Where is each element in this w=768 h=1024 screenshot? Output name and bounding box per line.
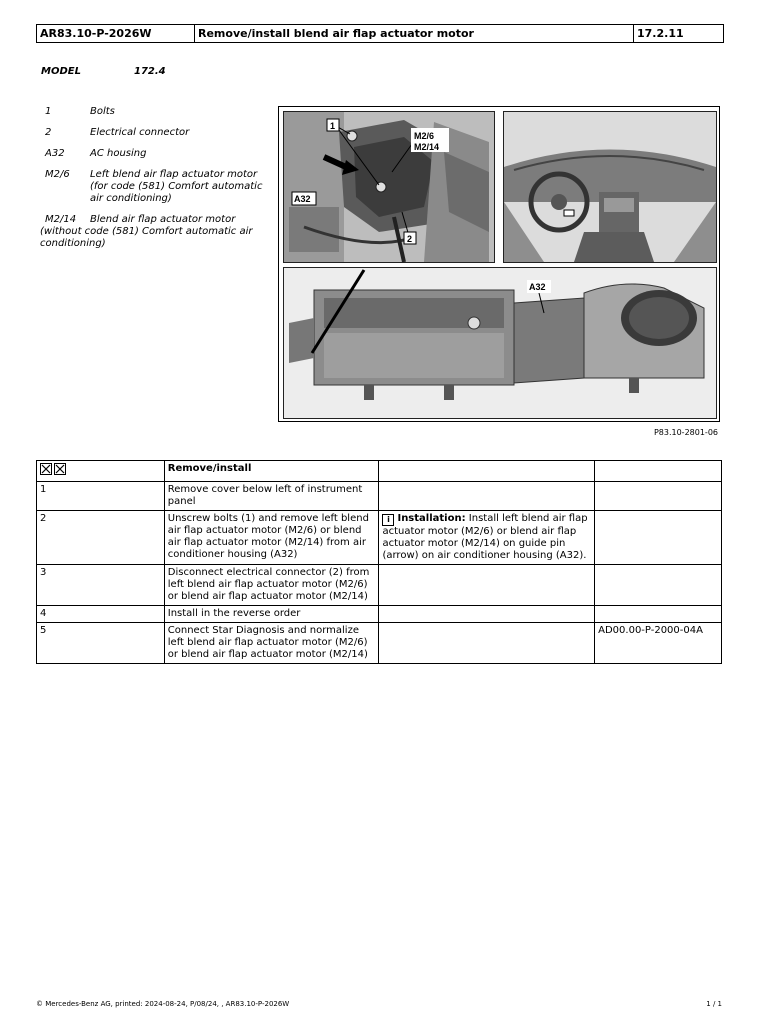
- table-header-row: [37, 461, 722, 482]
- step-reference-link[interactable]: AD00.00-P-2000-04A: [595, 623, 722, 664]
- legend-key: 2: [45, 127, 52, 138]
- step-note: [379, 511, 595, 565]
- footer-page-number: 1 / 1: [706, 1000, 722, 1008]
- label-housing-bottom: A32: [529, 282, 546, 292]
- model-label: MODEL: [41, 66, 81, 77]
- step-number: 3: [37, 565, 165, 606]
- step-note: [379, 482, 595, 511]
- legend-key: A32: [45, 148, 65, 159]
- table-row: [37, 623, 722, 664]
- footer-copyright: © Mercedes-Benz AG, printed: 2024-08-24, P/08/24, , AR83.10-P-2026W: [36, 1000, 290, 1008]
- step-number: 2: [37, 511, 165, 565]
- step-text: Connect Star Diagnosis and normalize left blend air flap actuator motor (M2/6) or blend air flap actuator motor (M2/14): [164, 623, 379, 664]
- legend-text: Bolts: [90, 106, 115, 117]
- step-reference: [595, 606, 722, 623]
- label-connector: 2: [407, 234, 413, 244]
- legend-text: Left blend air flap actuator motor (for code (581) Comfort automatic air conditioning): [90, 169, 263, 204]
- column-header-notes: [379, 461, 595, 482]
- doc-title: Remove/install blend air flap actuator motor: [195, 25, 634, 42]
- actuator-closeup-drawing: [284, 112, 494, 262]
- legend: [40, 106, 270, 259]
- doc-id: AR83.10-P-2026W: [37, 25, 195, 42]
- step-note: [379, 565, 595, 606]
- label-housing-top: A32: [294, 194, 311, 204]
- model-value: 172.4: [134, 66, 166, 77]
- legend-item: [40, 169, 270, 205]
- info-icon: i: [382, 514, 394, 526]
- step-number: 1: [37, 482, 165, 511]
- step-text: Unscrew bolts (1) and remove left blend air flap actuator motor (M2/6) or blend air flap actuator motor (M2/14) from air conditioner housing (A32): [164, 511, 379, 565]
- tools-icon: [40, 463, 66, 475]
- note-label: Installation:: [397, 513, 466, 524]
- legend-text: Blend air flap actuator motor (without code (581) Comfort automatic air conditioning): [40, 214, 253, 249]
- legend-item: [40, 148, 270, 160]
- label-motor-alt: M2/14: [414, 142, 440, 152]
- legend-item: [40, 127, 270, 139]
- legend-key: 1: [45, 106, 52, 117]
- table-row: [37, 511, 722, 565]
- note-text: Install left blend air flap actuator motor (M2/6) or blend air flap actuator motor (M2/14) on guide pin (arrow) on air conditioner housing (A32).: [382, 513, 588, 561]
- step-reference: [595, 482, 722, 511]
- ac-housing-drawing: [284, 268, 716, 418]
- legend-item: [40, 106, 270, 118]
- legend-text: AC housing: [90, 148, 147, 159]
- legend-text: Electrical connector: [90, 127, 190, 138]
- table-row: [37, 565, 722, 606]
- step-text: Disconnect electrical connector (2) from left blend air flap actuator motor (M2/6) or blend air flap actuator motor (M2/14): [164, 565, 379, 606]
- step-text: Remove cover below left of instrument panel: [164, 482, 379, 511]
- step-note: [379, 606, 595, 623]
- dashboard-overview-drawing: [504, 112, 716, 262]
- procedure-table: [36, 460, 722, 664]
- actuator-closeup-image: [283, 111, 495, 263]
- column-header-reference: [595, 461, 722, 482]
- column-header-remove-install: Remove/install: [164, 461, 379, 482]
- step-number: 4: [37, 606, 165, 623]
- document-header: [36, 24, 724, 43]
- label-motor: M2/6: [414, 131, 435, 141]
- dashboard-overview-image: [503, 111, 717, 263]
- legend-item: [40, 214, 270, 250]
- label-bolts: 1: [330, 121, 336, 131]
- step-number: 5: [37, 623, 165, 664]
- tools-icons-cell: [37, 461, 165, 482]
- table-row: [37, 482, 722, 511]
- step-note: [379, 623, 595, 664]
- step-text: Install in the reverse order: [164, 606, 379, 623]
- legend-key: M2/6: [45, 169, 70, 180]
- step-reference: [595, 565, 722, 606]
- illustration-frame: [278, 106, 720, 422]
- step-reference: [595, 511, 722, 565]
- doc-date: 17.2.11: [637, 27, 684, 40]
- legend-key: M2/14: [45, 214, 77, 225]
- figure-reference: P83.10-2801-06: [653, 428, 718, 437]
- table-row: [37, 606, 722, 623]
- ac-housing-image: [283, 267, 717, 419]
